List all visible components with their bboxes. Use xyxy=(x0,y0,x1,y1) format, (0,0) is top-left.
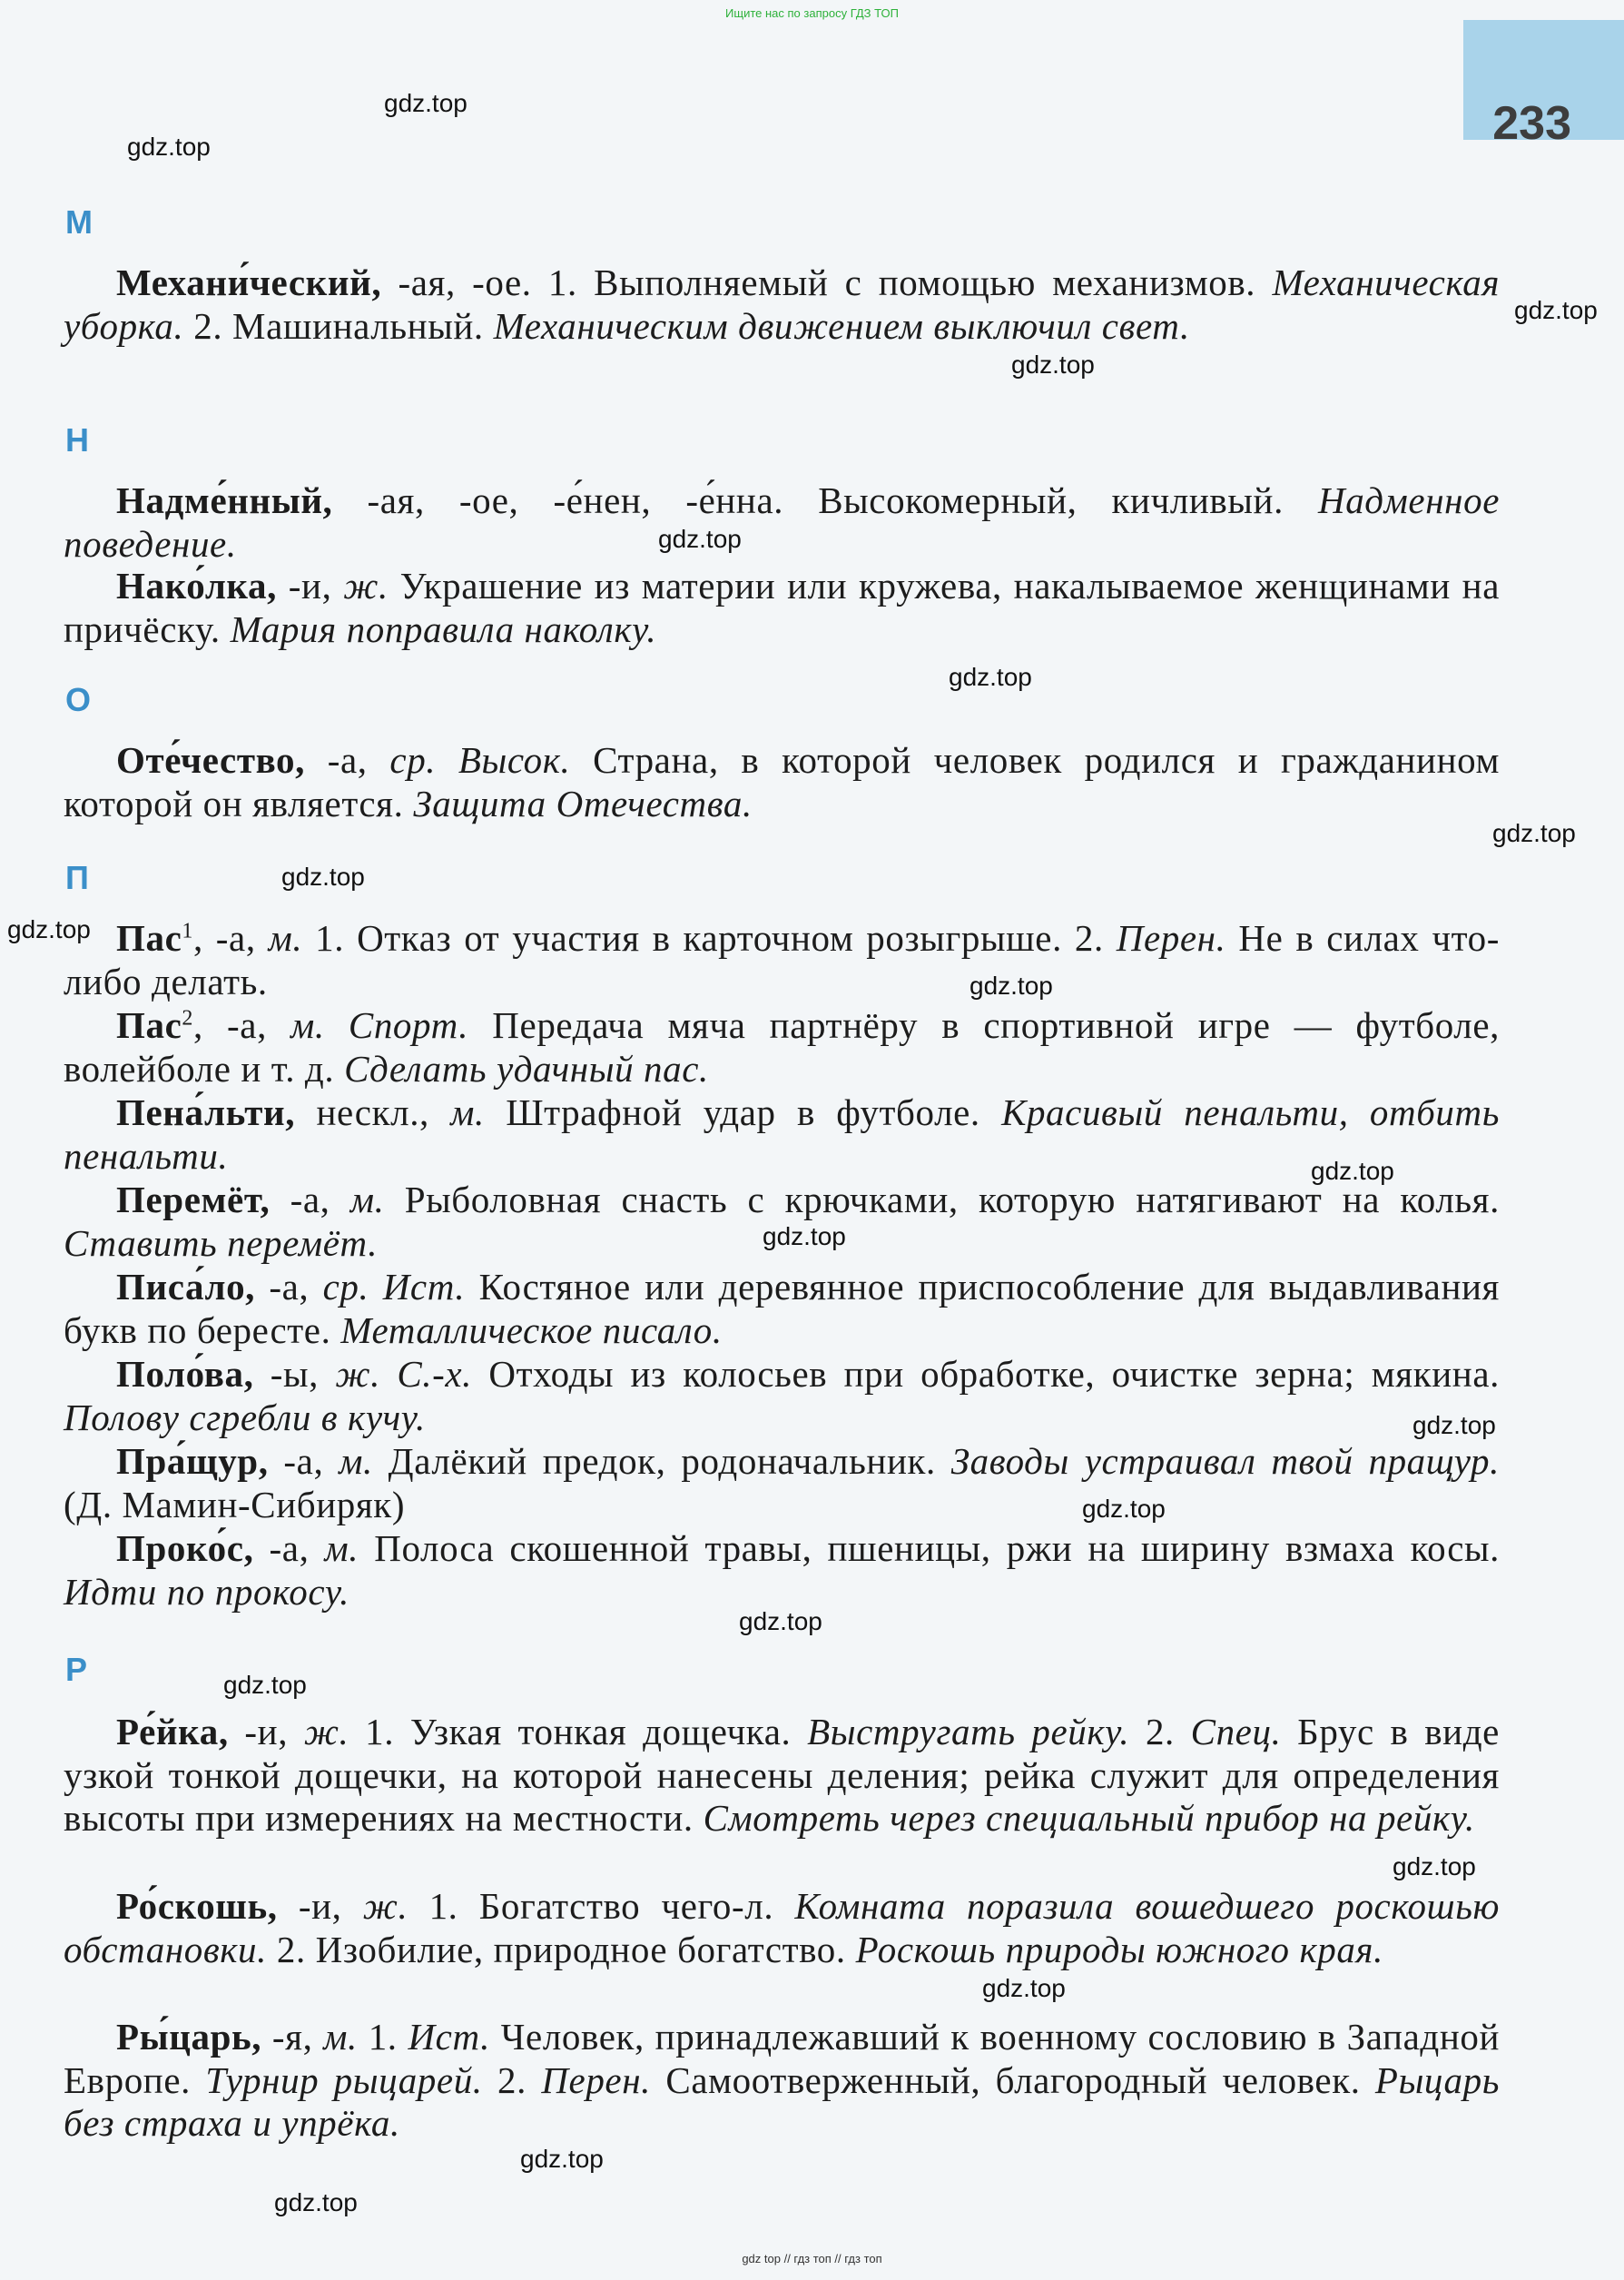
example: Полову сгребли в кучу. xyxy=(64,1396,426,1438)
entry-prokos xyxy=(64,1527,1500,1614)
headword: Надме́нный, xyxy=(116,479,333,521)
example: Смотреть через специальный прибор на рейку. xyxy=(703,1797,1475,1839)
definition: Далёкий предок, родоначальник. xyxy=(372,1440,951,1482)
label: Спец. xyxy=(1190,1711,1282,1752)
headword: Ро́скошь, xyxy=(116,1885,278,1927)
example: Надменное поведение. xyxy=(64,479,1500,565)
grammar: нескл., xyxy=(295,1091,451,1133)
watermark: gdz.top xyxy=(1011,350,1095,379)
page-number: 233 xyxy=(1492,97,1571,150)
label: м. xyxy=(450,1091,485,1133)
example: Роскошь природы южного края. xyxy=(855,1928,1383,1970)
entry-mekhanicheskiy xyxy=(64,262,1500,348)
watermark: gdz.top xyxy=(1514,296,1598,324)
label: м. xyxy=(268,917,303,959)
entry-pas1 xyxy=(64,917,1500,1003)
label: ж. xyxy=(343,565,389,607)
definition: 2. Изобилие, природное богатство. xyxy=(267,1928,856,1970)
section-letter-o: О xyxy=(65,681,92,718)
headword: Пена́льти, xyxy=(116,1091,296,1133)
headword: Пас xyxy=(116,917,182,959)
section-letter-r: Р xyxy=(65,1651,88,1688)
headword: Писа́ло, xyxy=(116,1266,256,1308)
definition: -ая, -ое. 1. Выполняемый с помощью механизмов. xyxy=(381,262,1273,303)
example: Металлическое писало. xyxy=(340,1308,723,1351)
entry-otechestvo xyxy=(64,739,1500,825)
label: ср. Высок. xyxy=(389,739,571,781)
grammar: -и, xyxy=(228,1711,304,1752)
example: Сделать удачный пас. xyxy=(344,1047,709,1090)
sense-number: 2. xyxy=(482,2058,542,2101)
example: Защита Отечества. xyxy=(413,782,753,824)
watermark: gdz.top xyxy=(1082,1495,1166,1523)
watermark: gdz.top xyxy=(1393,1852,1476,1880)
entry-penalti xyxy=(64,1091,1500,1178)
watermark: gdz.top xyxy=(739,1607,822,1635)
definition: Украшение из материи или кружева, накалываемое женщинами на причёску. xyxy=(64,565,1500,650)
headword: Оте́чество, xyxy=(116,739,305,781)
label: Ист. xyxy=(408,2016,491,2058)
entry-nadmennyy xyxy=(64,479,1500,566)
example: Турнир рыцарей. xyxy=(205,2058,483,2101)
headword: Ры́царь, xyxy=(116,2016,262,2058)
grammar: -и, xyxy=(277,565,344,607)
grammar: -а, xyxy=(268,1440,340,1482)
watermark: gdz.top xyxy=(1412,1411,1496,1439)
example: Красивый пенальти, отбить пенальти. xyxy=(64,1091,1500,1177)
top-banner: Ищите нас по запросу ГДЗ ТОП xyxy=(725,6,899,20)
definition: Передача мяча партнёру в спортивной игре — футболе, волейболе и т. д. xyxy=(64,1004,1501,1090)
label: м. xyxy=(324,1527,359,1569)
definition: Полоса скошенной травы, пшеницы, ржи на ширину взмаха косы. xyxy=(359,1527,1500,1569)
definition: 1. Богатство чего-л. xyxy=(408,1885,795,1927)
grammar: -я, xyxy=(261,2016,324,2058)
superscript: 2 xyxy=(182,1006,193,1031)
entry-nakolka xyxy=(64,565,1500,651)
source: (Д. Мамин-Сибиряк) xyxy=(64,1483,406,1525)
entry-rytsar xyxy=(64,2016,1500,2146)
entry-polova xyxy=(64,1353,1500,1439)
sense-number: 2. xyxy=(1129,1711,1191,1752)
entry-peremet xyxy=(64,1179,1500,1265)
label: м. xyxy=(323,2016,358,2058)
watermark: gdz.top xyxy=(1311,1157,1394,1185)
headword: Механи́ческий, xyxy=(116,262,382,303)
grammar: , -а, xyxy=(193,917,269,959)
section-letter-n: Н xyxy=(65,421,89,459)
example: Мария поправила наколку. xyxy=(230,607,657,650)
label: ж. xyxy=(362,1885,408,1927)
label: Перен. xyxy=(1116,917,1226,959)
section-letter-m: М xyxy=(65,203,93,241)
label: Перен. xyxy=(541,2058,652,2101)
definition: Не в силах что-либо делать. xyxy=(64,917,1501,1002)
example: Рыцарь без страха и упрёка. xyxy=(64,2058,1500,2144)
label: ср. Ист. xyxy=(322,1266,466,1308)
grammar: -ы, xyxy=(253,1353,336,1395)
example: Заводы устраивал твой пращур. xyxy=(950,1440,1500,1482)
definition: Костяное или деревянное приспособление для выдавливания букв по бересте. xyxy=(64,1266,1500,1351)
definition: 1. Узкая тонкая дощечка. xyxy=(349,1711,808,1752)
watermark: gdz.top xyxy=(223,1671,307,1699)
grammar: -а, xyxy=(255,1266,323,1308)
entry-roskosh xyxy=(64,1885,1500,1971)
headword: Перемёт, xyxy=(116,1179,271,1220)
entry-pas2 xyxy=(64,1004,1500,1091)
label: м. xyxy=(349,1179,385,1220)
watermark: gdz.top xyxy=(1492,819,1576,847)
example: Идти по прокосу. xyxy=(64,1570,349,1613)
grammar: -а, xyxy=(304,739,390,781)
definition: Отходы из колосьев при обработке, очистке зерна; мякина. xyxy=(472,1353,1500,1395)
watermark: gdz.top xyxy=(281,863,365,891)
definition: Самоотверженный, благородный человек. xyxy=(651,2058,1375,2101)
watermark: gdz.top xyxy=(982,1974,1066,2002)
definition: 1. Отказ от участия в карточном розыгрыше. 2. xyxy=(302,917,1117,959)
watermark: gdz.top xyxy=(949,663,1032,691)
definition: Человек, принадлежавший к военному сословию в Западной Европе. xyxy=(64,2016,1501,2101)
definition: Рыболовная снасть с крючками, которую натягивают на колья. xyxy=(384,1179,1500,1220)
example: Ставить перемёт. xyxy=(64,1221,379,1264)
sense-number: 1. xyxy=(357,2016,408,2058)
label: ж. xyxy=(303,1711,349,1752)
grammar: -а, xyxy=(253,1527,325,1569)
definition: Штрафной удар в футболе. xyxy=(484,1091,1002,1133)
watermark: gdz.top xyxy=(127,133,211,161)
definition: Брус в виде узкой тонкой дощечки, на которой нанесены деления; рейка служит для определения высоты при измерениях на местности. xyxy=(64,1711,1500,1839)
example: Механическая уборка. xyxy=(64,262,1500,347)
label: ж. С.-х. xyxy=(335,1353,473,1395)
definition: -ая, -ое, -е́нен, -е́нна. Высокомерный, кичливый. xyxy=(332,479,1318,521)
example: Выстругать рейку. xyxy=(807,1711,1130,1752)
section-letter-p: П xyxy=(65,859,89,896)
headword: Пра́щур, xyxy=(116,1440,269,1482)
label: м. xyxy=(339,1440,373,1482)
watermark: gdz.top xyxy=(763,1222,846,1250)
entry-reyka xyxy=(64,1711,1500,1841)
watermark: gdz.top xyxy=(969,972,1053,1000)
headword: Проко́с, xyxy=(116,1527,254,1569)
definition: Страна, в которой человек родился и гражданином которой он является. xyxy=(64,739,1500,824)
headword: Нако́лка, xyxy=(116,565,277,607)
bottom-banner: gdz top // гдз топ // гдз топ xyxy=(742,2252,882,2265)
entry-prashchur xyxy=(64,1440,1500,1526)
example: Механическим движением выключил свет. xyxy=(493,304,1190,347)
example: Комната поразила вошедшего роскошью обстановки. xyxy=(64,1885,1500,1970)
headword: Пас xyxy=(116,1004,182,1046)
definition: 2. Машинальный. xyxy=(183,304,494,347)
watermark: gdz.top xyxy=(384,89,468,117)
grammar: -и, xyxy=(277,1885,363,1927)
watermark: gdz.top xyxy=(658,525,742,553)
watermark: gdz.top xyxy=(520,2145,604,2173)
entry-pisalo xyxy=(64,1266,1500,1352)
grammar: -а, xyxy=(270,1179,350,1220)
grammar: , -а, xyxy=(193,1004,291,1046)
label: м. Спорт. xyxy=(290,1004,469,1046)
superscript: 1 xyxy=(182,919,193,943)
headword: Поло́ва, xyxy=(116,1353,254,1395)
headword: Ре́йка, xyxy=(116,1711,229,1752)
watermark: gdz.top xyxy=(7,915,91,943)
watermark: gdz.top xyxy=(274,2188,358,2216)
